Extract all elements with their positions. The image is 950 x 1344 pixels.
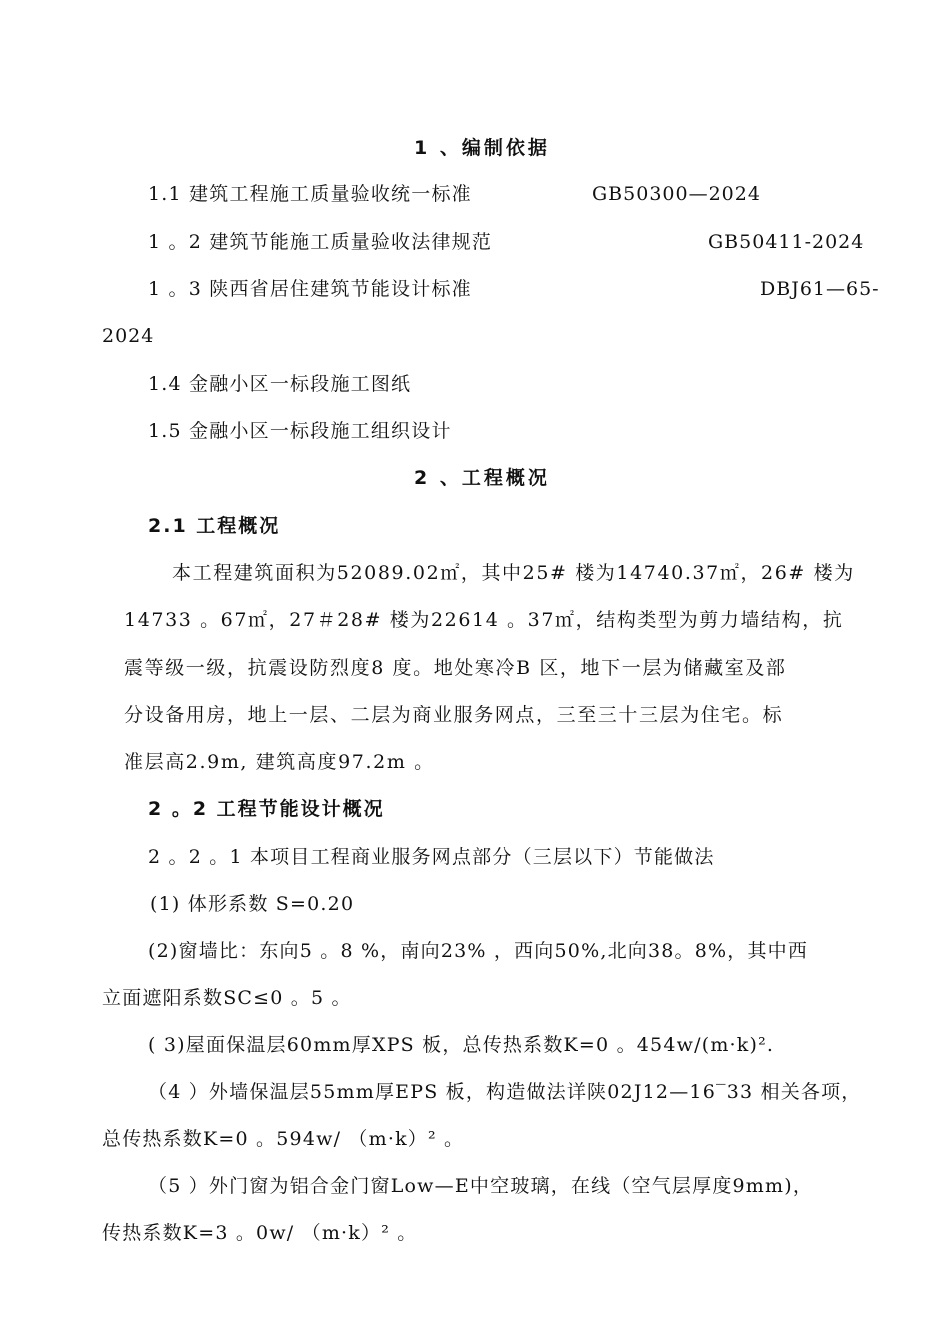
windows-doors-line-2: 传热系数K=3 。0w/ （m·k）² 。 [102,1222,418,1244]
basis-item-5-label: 1.5 金融小区一标段施工组织设计 [148,420,452,442]
windows-doors-line-1: （5 ）外门窗为铝合金门窗Low—E中空玻璃，在线（空气层厚度9mm)， [148,1175,814,1197]
overview-line-2: 14733 。67㎡，27＃28# 楼为22614 。37㎡，结构类型为剪力墙结构，抗 [124,609,844,631]
section-heading-overview: 2 、工程概况 [414,467,550,489]
basis-item-3-code: DBJ61—65- [760,278,880,300]
section-heading-basis: 1 、编制依据 [414,137,550,159]
basis-item-3-label: 1 。3 陕西省居住建筑节能设计标准 [148,278,472,300]
subsection-heading-2-1: 2.1 工程概况 [148,515,281,537]
basis-item-2-code: GB50411-2024 [708,231,865,253]
wall-insulation-line-1: （4 ）外墙保温层55mm厚EPS 板，构造做法详陕02J12—16‾33 相关各项， [148,1081,862,1103]
basis-item-2-label: 1 。2 建筑节能施工质量验收法律规范 [148,231,493,253]
roof-insulation: ( 3)屋面保温层60mm厚XPS 板，总传热系数K=0 。454w/(m·k)². [148,1034,775,1056]
overview-line-5: 准层高2.9m, 建筑高度97.2m 。 [124,751,435,773]
window-wall-ratio-line-2: 立面遮阳系数SC≤0 。5 。 [102,987,352,1009]
shape-coefficient: (1) 体形系数 S=0.20 [150,893,355,915]
basis-item-1-label: 1.1 建筑工程施工质量验收统一标准 [148,183,472,205]
window-wall-ratio-line-1: (2)窗墙比：东向5 。8 %，南向23% ，西向50%,北向38。8%，其中西 [148,940,809,962]
subsection-heading-2-2: 2 。2 工程节能设计概况 [148,798,385,820]
overview-line-4: 分设备用房，地上一层、二层为商业服务网点，三至三十三层为住宅。标 [124,704,784,726]
wall-insulation-line-2: 总传热系数K=0 。594w/ （m·k）² 。 [102,1128,465,1150]
basis-item-4-label: 1.4 金融小区一标段施工图纸 [148,373,412,395]
overview-line-3: 震等级一级，抗震设防烈度8 度。地处寒冷B 区，地下一层为储藏室及部 [124,657,787,679]
basis-item-1-code: GB50300—2024 [592,183,761,205]
subsection-heading-2-2-1: 2 。2 。1 本项目工程商业服务网点部分（三层以下）节能做法 [148,846,715,868]
basis-item-3-code-continued: 2024 [102,325,155,347]
overview-line-1: 本工程建筑面积为52089.02㎡，其中25# 楼为14740.37㎡，26# 楼为 [172,562,855,584]
